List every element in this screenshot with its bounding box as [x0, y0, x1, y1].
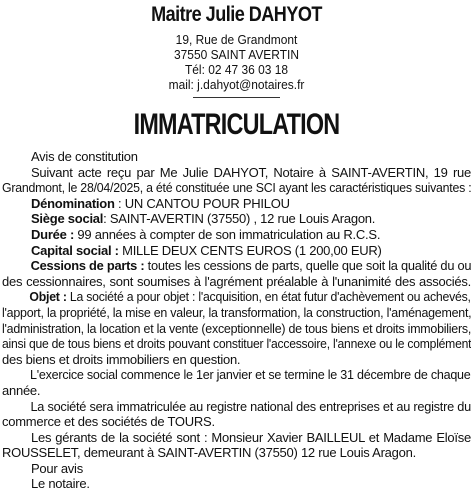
notary-name: Maitre Julie DAHYOT	[151, 3, 322, 26]
siege-value: : SAINT-AVERTIN (37550) , 12 rue Louis Aragon.	[103, 211, 376, 227]
notice-line: commerce et des sociétés de TOURS.	[2, 414, 215, 430]
capital-value: MILLE DEUX CENTS EUROS (1 200,00 EUR)	[118, 242, 382, 258]
notice-line: des biens et droits immobiliers en question.	[2, 351, 241, 367]
siege-label: Siège social	[31, 211, 104, 227]
denomination-label: Dénomination	[31, 195, 115, 211]
duree-label: Durée :	[31, 226, 75, 242]
duree-line	[2, 227, 471, 243]
siege-line	[2, 211, 471, 227]
duree-value: 99 années à compter de son immatriculation au R.C.S.	[74, 226, 381, 242]
cessions-line	[2, 258, 473, 274]
notary-address-street: 19, Rue de Grandmont	[175, 32, 298, 47]
cessions-label: Cessions de parts :	[30, 258, 145, 274]
notice-line: Grandmont, le 28/04/2025, a été constituée une SCI ayant les caractéristiques suivantes :	[2, 180, 471, 196]
objet-line	[2, 289, 473, 305]
notice-line: l'administration, la location et la vente (exceptionnelle) de tous biens et droits immobiliers,	[2, 320, 471, 336]
capital-label: Capital social :	[31, 242, 119, 258]
notice-line: La société sera immatriculée au registre national des entreprises et au registre du	[30, 398, 471, 414]
notice-line: année.	[2, 382, 41, 398]
notice-line: des cessionnaires, sont soumises à l'agrément préalable à l'unanimité des associés.	[2, 273, 471, 289]
notice-line: L'exercice social commence le 1er janvier et se termine le 31 décembre de chaque	[29, 367, 471, 383]
notary-email: mail: j.dahyot@notaires.fr	[168, 77, 305, 92]
objet-label: Objet :	[29, 289, 67, 305]
notice-line: Le notaire.	[31, 476, 90, 492]
cessions-value: toutes les cessions de parts, quelle que soit la qualité du ou	[144, 258, 472, 274]
objet-value: La société a pour objet : l'acquisition, en état futur d'achèvement ou achevés,	[66, 289, 471, 305]
notice-line: ROUSSELET, demeurant à SAINT-AVERTIN (37550) 12 rue Louis Aragon.	[2, 445, 416, 461]
notice-title: IMMATRICULATION	[133, 108, 340, 141]
notice-line: ainsi que de tous biens et droits pouvant constituer l'accessoire, l'annexe ou le complément	[2, 336, 471, 352]
header-divider	[193, 97, 280, 98]
notice-line: l'apport, la propriété, la mise en valeur, la transformation, la construction, l'aménagement,	[2, 304, 471, 320]
notice-body	[2, 149, 471, 492]
denomination-line	[2, 196, 471, 212]
capital-line	[2, 243, 471, 259]
notice-line: Les gérants de la société sont : Monsieur Xavier BAILLEUL et Madame Eloïse	[31, 429, 471, 445]
denomination-value: : UN CANTOU POUR PHILOU	[114, 195, 290, 211]
notice-line: Pour avis	[31, 460, 83, 476]
notice-line: Avis de constitution	[31, 149, 138, 164]
notary-address-city: 37550 SAINT AVERTIN	[173, 47, 299, 62]
notary-phone: Tél: 02 47 36 03 18	[184, 62, 289, 77]
notice-line: Suivant acte reçu par Me Julie DAHYOT, Notaire à SAINT-AVERTIN, 19 rue	[31, 164, 471, 180]
